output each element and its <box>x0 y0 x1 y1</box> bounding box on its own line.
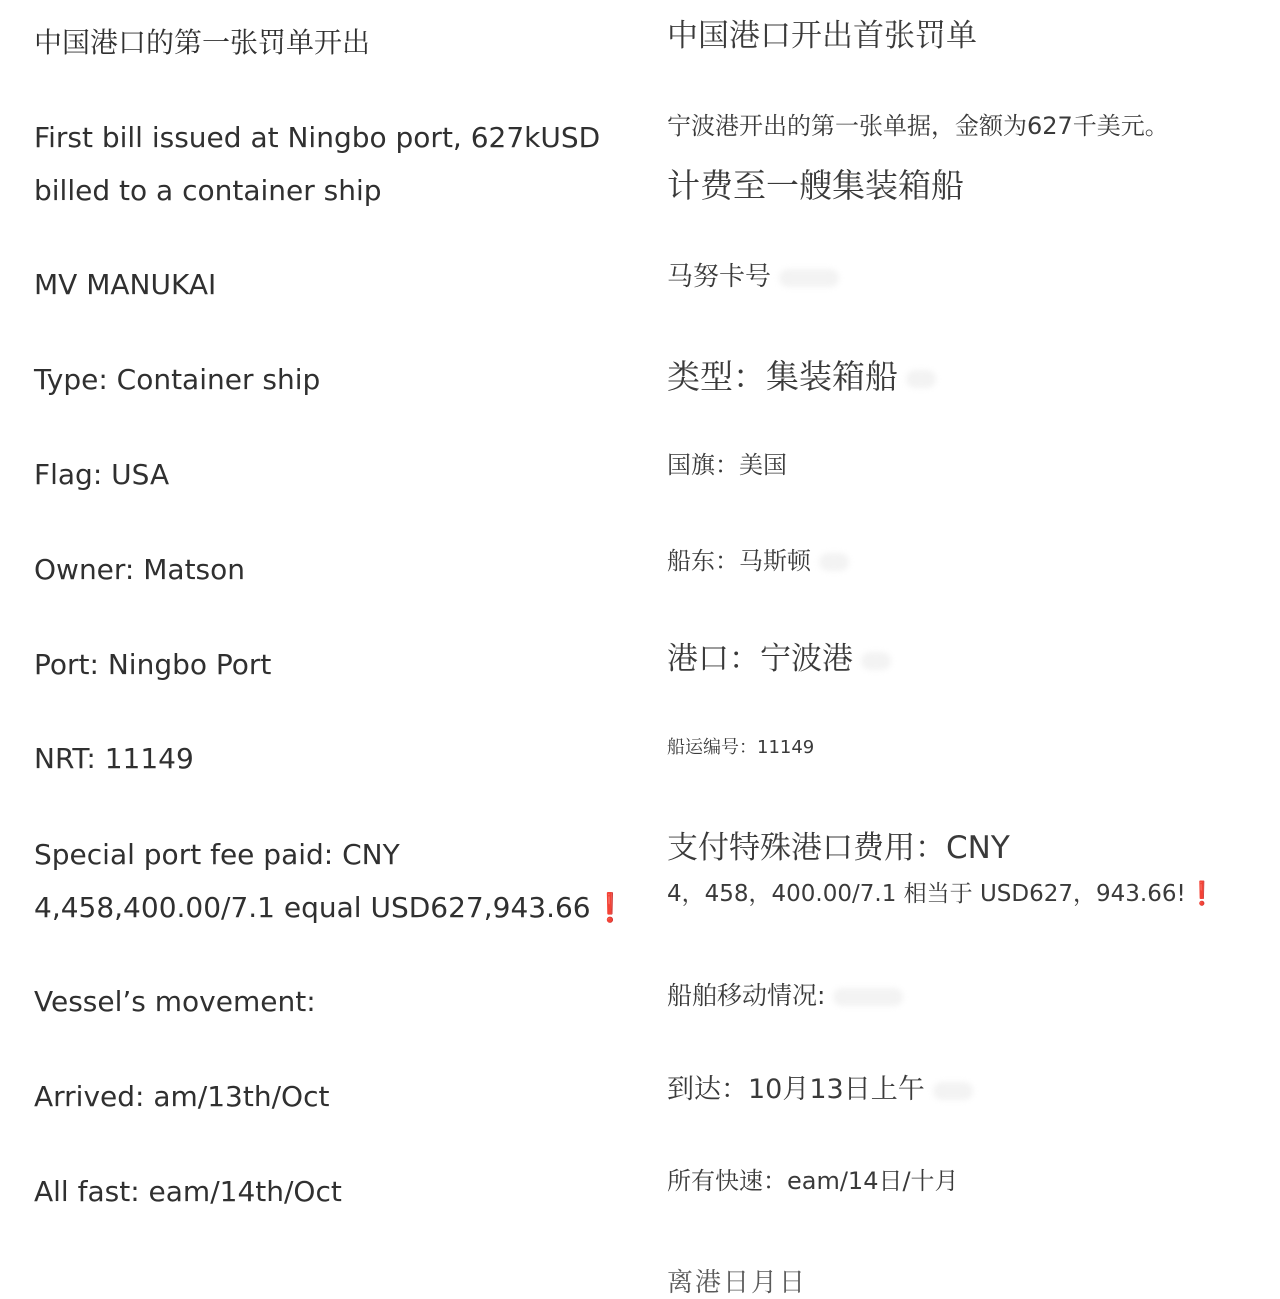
right-bill-line-2: 计费至一艘集装箱船 <box>667 166 964 205</box>
left-type: Type: Container ship <box>34 363 321 396</box>
left-bill-line-2: billed to a container ship <box>34 174 382 207</box>
left-title: 中国港口的第一张罚单开出 <box>34 26 371 59</box>
blurred-text <box>833 988 903 1006</box>
left-flag: Flag: USA <box>34 458 170 491</box>
left-all-fast: All fast: eam/14th/Oct <box>34 1175 342 1208</box>
right-arrived <box>667 1074 973 1106</box>
left-port: Port: Ningbo Port <box>34 648 272 681</box>
left-fee-line-2 <box>34 891 628 925</box>
blurred-text <box>861 652 891 670</box>
blurred-text <box>779 269 839 287</box>
left-owner: Owner: Matson <box>34 553 246 586</box>
blurred-text <box>906 370 936 388</box>
blurred-text <box>819 553 849 571</box>
exclamation-icon: ❗ <box>1187 881 1217 907</box>
right-title: 中国港口开出首张罚单 <box>667 18 977 54</box>
right-bill-line-1: 宁波港开出的第一张单据，金额为627千美元。 <box>667 112 1169 140</box>
chinese-column <box>640 0 1280 1298</box>
right-type-text: 类型：集装箱船 <box>667 357 898 396</box>
left-fee-line-1: Special port fee paid: CNY <box>34 838 400 871</box>
left-movement: Vessel’s movement: <box>34 985 316 1018</box>
right-movement <box>667 981 903 1011</box>
right-vessel-name <box>667 262 839 293</box>
right-flag: 国旗：美国 <box>667 451 787 479</box>
right-port-text: 港口：宁波港 <box>667 641 853 677</box>
right-owner <box>667 547 849 576</box>
left-fee-line-2-text: 4,458,400.00/7.1 equal USD627,943.66 <box>34 891 591 924</box>
english-column <box>0 0 640 1280</box>
right-vessel-name-text: 马努卡号 <box>667 262 772 292</box>
left-bill-line-1: First bill issued at Ningbo port, 627kUSD <box>34 121 601 154</box>
left-nrt: NRT: 11149 <box>34 742 194 775</box>
right-all-fast: 所有快速：eam/14日/十月 <box>667 1167 959 1195</box>
right-cut-off-line: 离港日月日 <box>667 1268 808 1298</box>
right-fee-line-1: 支付特殊港口费用：CNY <box>667 830 1010 866</box>
exclamation-icon: ❗ <box>592 891 628 924</box>
left-vessel-name: MV MANUKAI <box>34 268 217 301</box>
right-fee-line-2-text: 4，458，400.00/7.1 相当于 USD627，943.66! <box>667 881 1186 907</box>
right-nrt: 船运编号：11149 <box>667 737 815 758</box>
blurred-text <box>933 1082 973 1100</box>
left-arrived: Arrived: am/13th/Oct <box>34 1080 330 1113</box>
right-port <box>667 641 891 678</box>
right-fee-line-2 <box>667 881 1216 909</box>
right-arrived-text: 到达：10月13日上午 <box>667 1074 925 1105</box>
right-movement-text: 船舶移动情况: <box>667 981 826 1010</box>
right-owner-text: 船东：马斯顿 <box>667 547 811 575</box>
right-type <box>667 357 936 397</box>
